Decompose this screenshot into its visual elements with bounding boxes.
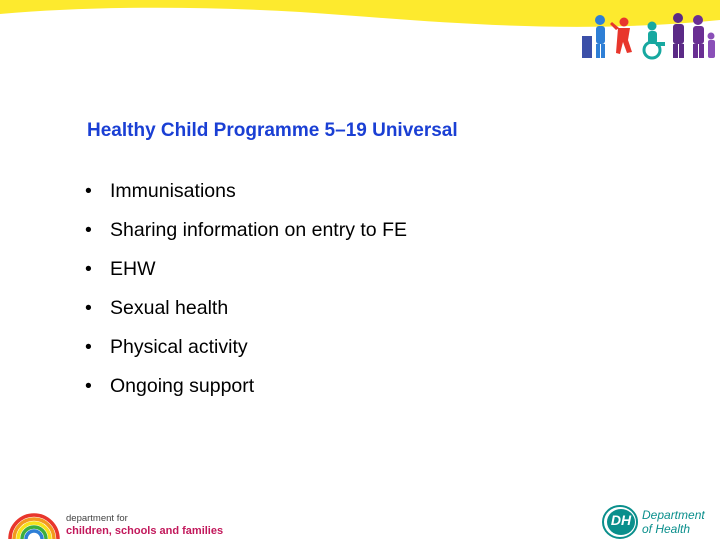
bullet-icon: • <box>85 375 92 397</box>
bullet-text: Sexual health <box>110 297 229 319</box>
people-figures-icon <box>580 0 720 62</box>
bullet-text: Immunisations <box>110 180 236 202</box>
bullet-icon: • <box>85 336 92 358</box>
bullet-icon: • <box>85 297 92 319</box>
bullet-text: EHW <box>110 258 156 280</box>
bullet-text: Ongoing support <box>110 375 255 397</box>
dcsf-line-2: children, schools and families <box>66 525 224 537</box>
bullet-icon: • <box>85 219 92 241</box>
rainbow-icon <box>6 507 62 539</box>
dh-logo <box>602 503 714 540</box>
list-item <box>85 211 407 250</box>
dh-line-2: of Health <box>642 522 691 536</box>
bullet-text: Sharing information on entry to FE <box>110 219 407 241</box>
dh-line-1: Department <box>642 508 705 522</box>
list-item <box>85 328 407 367</box>
bullet-icon: • <box>85 258 92 280</box>
dcsf-line-1: department for <box>66 513 128 524</box>
slide-title: Healthy Child Programme 5–19 Universal <box>87 120 458 141</box>
bullet-text: Physical activity <box>110 336 248 358</box>
list-item <box>85 367 407 406</box>
list-item <box>85 250 407 289</box>
dh-badge-text: DH <box>610 512 632 528</box>
dcsf-logo <box>6 505 224 540</box>
bullet-icon: • <box>85 180 92 202</box>
dh-wordmark <box>642 508 705 536</box>
list-item <box>85 172 407 211</box>
bullet-list <box>85 172 407 406</box>
list-item <box>85 289 407 328</box>
dcsf-wordmark <box>66 513 223 537</box>
